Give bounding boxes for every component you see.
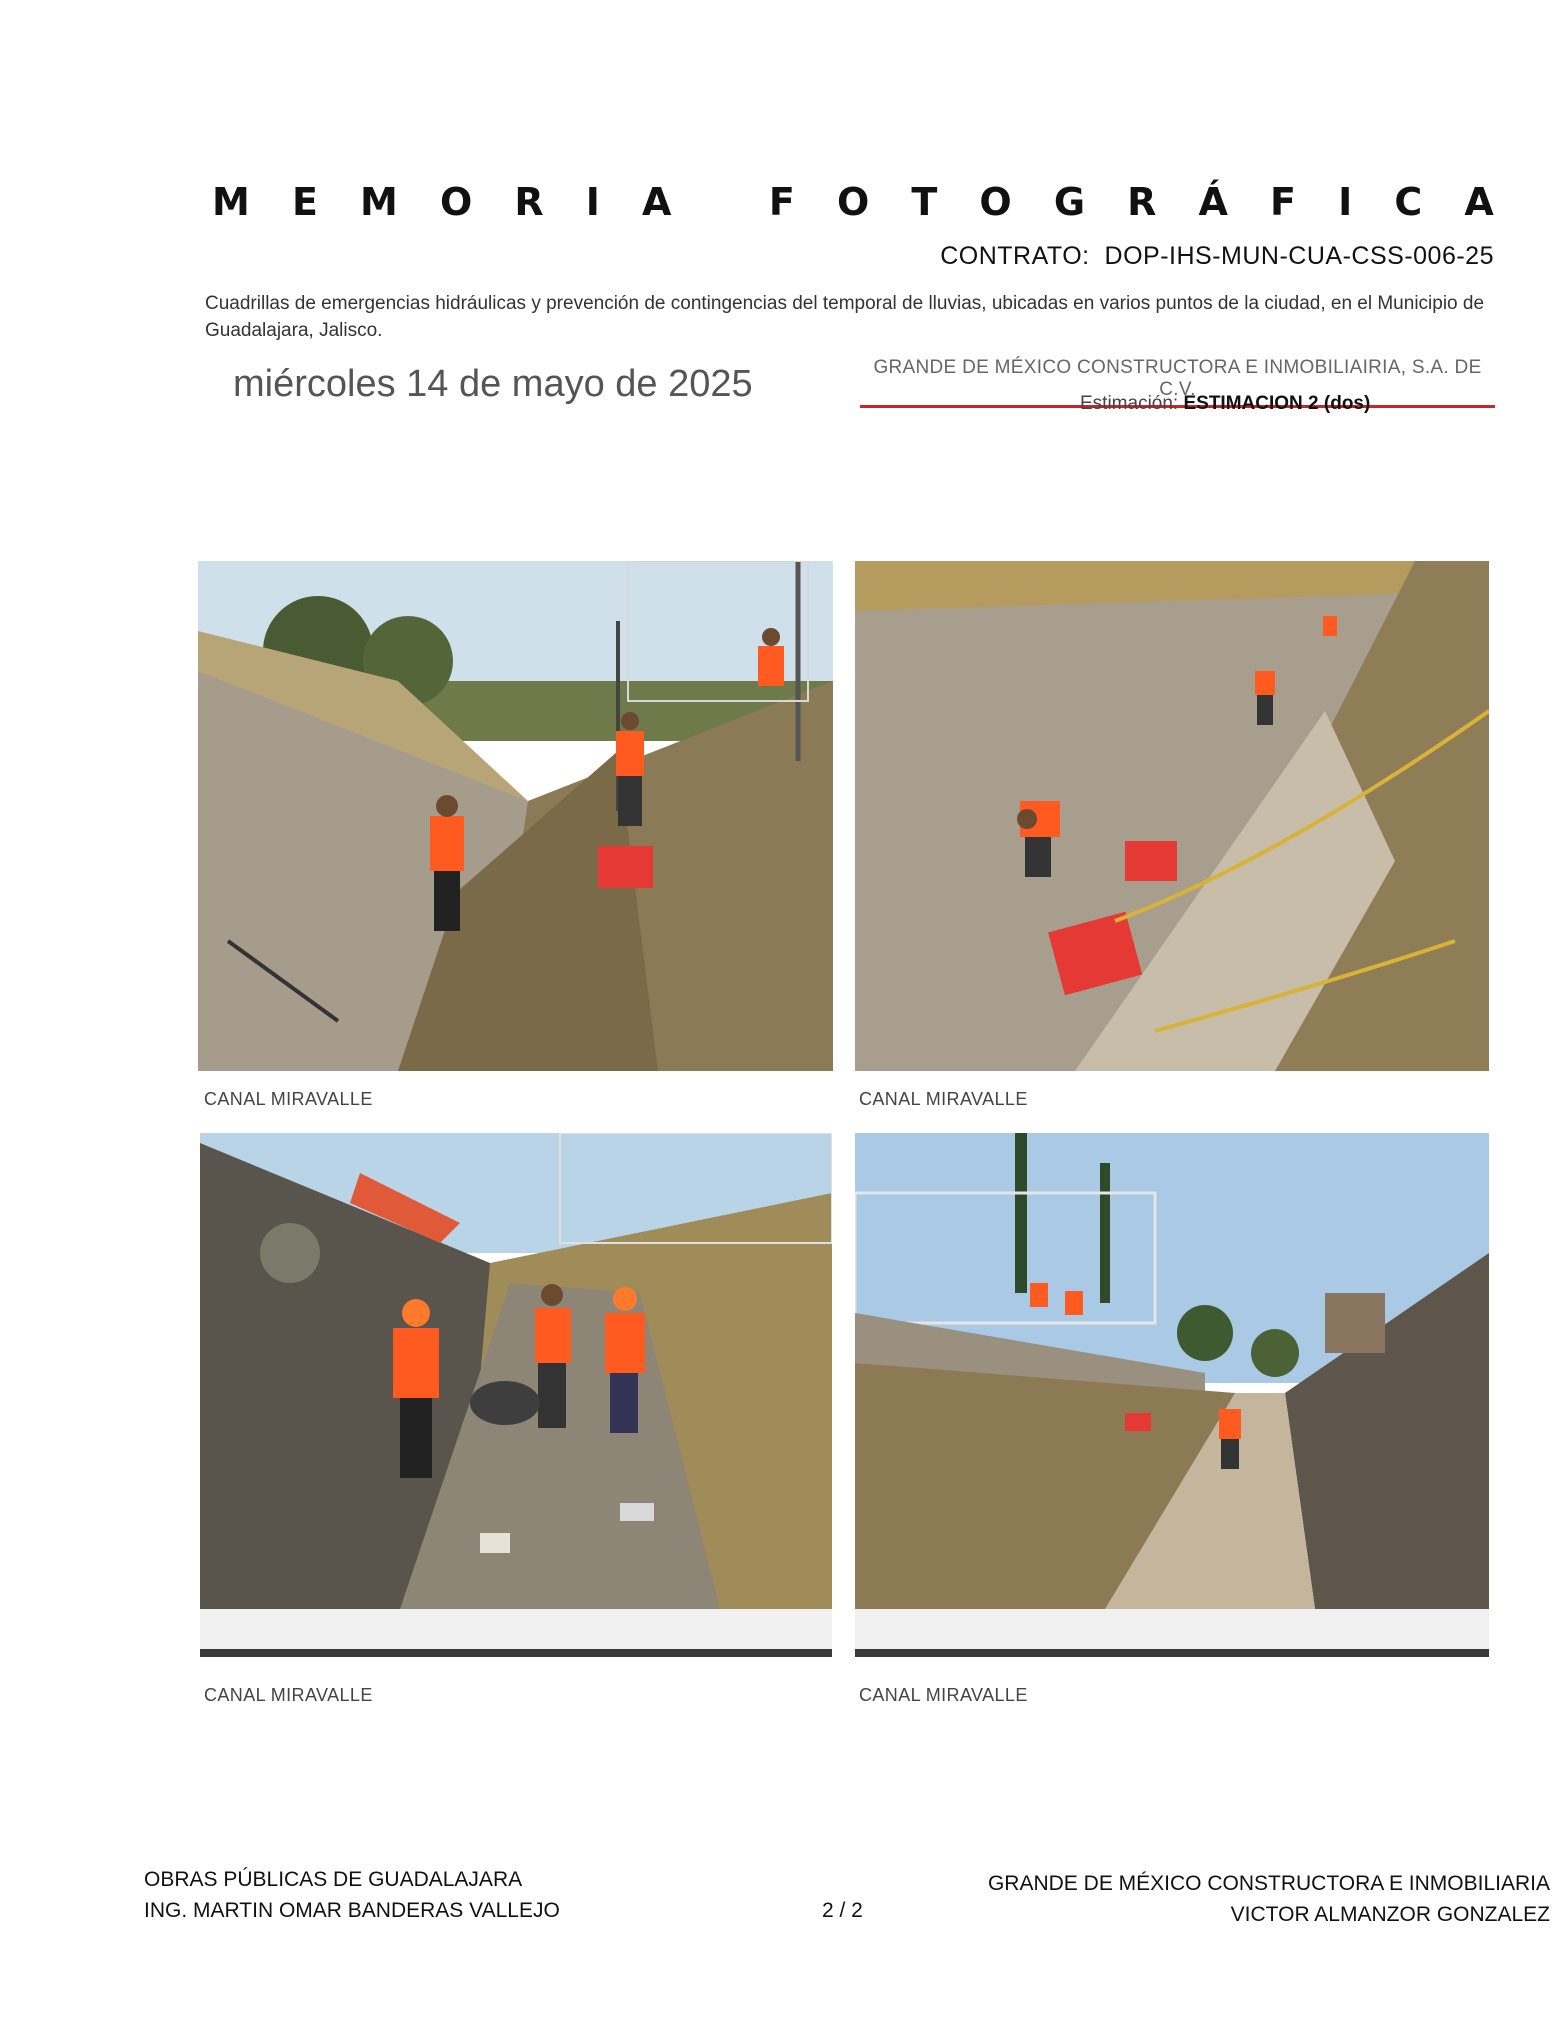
title-letter (714, 180, 727, 224)
title-letter: T (911, 180, 938, 224)
title-letter: I (585, 180, 600, 224)
photo-3 (200, 1133, 832, 1609)
title-letter: F (1270, 180, 1297, 224)
title-letter: O (836, 180, 870, 224)
page-number: 2 / 2 (822, 1899, 863, 1922)
document-title (212, 180, 1494, 224)
title-letter: R (514, 180, 544, 224)
photo-4-frame-band (855, 1609, 1489, 1657)
title-letter: Á (1198, 180, 1228, 224)
photo-4 (855, 1133, 1489, 1609)
footer-left (144, 1864, 560, 1926)
footer-agency: OBRAS PÚBLICAS DE GUADALAJARA (144, 1868, 523, 1891)
company-name: GRANDE DE MÉXICO CONSTRUCTORA E INMOBILIAIRIA, S.A. DE C.V. (860, 357, 1495, 408)
photo-1-caption: CANAL MIRAVALLE (204, 1089, 373, 1109)
photo-3-caption: CANAL MIRAVALLE (204, 1685, 373, 1705)
footer-right (988, 1868, 1550, 1930)
photo-2 (855, 561, 1489, 1071)
title-letter: G (1053, 180, 1086, 224)
photo-3-frame-band (200, 1609, 832, 1657)
title-letter: M (360, 180, 398, 224)
photo-1 (198, 561, 833, 1071)
title-letter: C (1394, 180, 1423, 224)
estimation-line (1080, 393, 1370, 415)
contract-label: CONTRATO: (940, 242, 1090, 270)
title-letter: A (642, 180, 672, 224)
footer-contractor: GRANDE DE MÉXICO CONSTRUCTORA E INMOBILIARIA (987, 1872, 1550, 1895)
estimation-label: Estimación: (1080, 393, 1179, 414)
work-description: Cuadrillas de emergencias hidráulicas y prevención de contingencias del temporal de lluvias, ubicadas en varios puntos de la ciudad, en el Municipio de Guadalajara, Jalisco. (205, 293, 1485, 341)
title-letter: O (439, 180, 473, 224)
photo-2-caption: CANAL MIRAVALLE (859, 1089, 1028, 1109)
footer-agency-signer: ING. MARTIN OMAR BANDERAS VALLEJO (144, 1899, 560, 1922)
report-date: miércoles 14 de mayo de 2025 (233, 363, 753, 405)
title-letter: I (1338, 180, 1353, 224)
title-letter: O (979, 180, 1012, 224)
title-letter: R (1127, 180, 1157, 224)
title-letter: A (1464, 180, 1494, 224)
contract-number: DOP-IHS-MUN-CUA-CSS-006-25 (1104, 242, 1494, 270)
photo-4-caption: CANAL MIRAVALLE (859, 1685, 1028, 1705)
title-letter: M (212, 180, 250, 224)
title-letter: E (291, 180, 318, 224)
footer-contractor-signer: VICTOR ALMANZOR GONZALEZ (1230, 1903, 1550, 1926)
contract-line (940, 242, 1494, 271)
estimation-value: ESTIMACION 2 (dos) (1183, 393, 1371, 414)
title-letter: F (768, 180, 795, 224)
